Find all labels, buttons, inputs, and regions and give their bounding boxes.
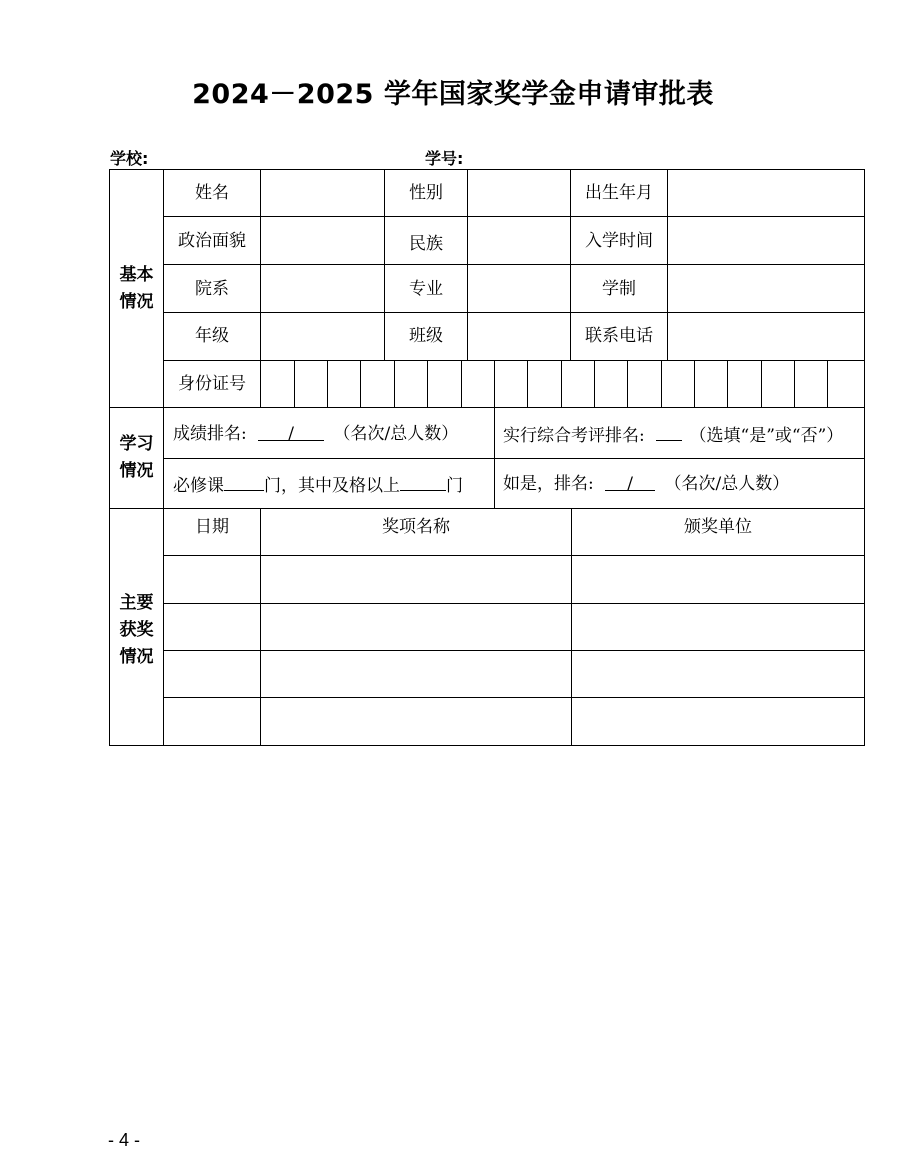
row-line [163,312,865,313]
row-line [163,216,865,217]
section-divider [109,508,865,509]
school-label: 学校: [110,149,149,168]
score-rank-blank[interactable]: / [258,424,324,441]
required-course-row [173,474,463,496]
id-box-line [527,360,528,407]
comprehensive-rank-note: （选填“是”或“否”） [689,426,844,446]
row-line [163,458,865,459]
basic-section-label: 基本 情况 [119,265,154,312]
if-yes-rank-blank[interactable]: / [605,474,655,491]
if-yes-rank-note: （名次/总人数） [664,474,790,494]
if-yes-rank-row [503,474,789,494]
political-label: 政治面貌 [178,231,246,251]
id-box-line [294,360,295,407]
awards-col-line [571,508,572,745]
name-label: 姓名 [195,183,229,203]
id-box-line [561,360,562,407]
table-top-border [109,169,865,170]
id-box-line [394,360,395,407]
grade-label: 年级 [195,326,229,346]
table-right-border [864,169,865,746]
phone-label: 联系电话 [585,326,653,346]
row-line [163,697,865,698]
score-rank-row [173,424,458,444]
id-box-line [260,360,261,407]
id-box-line [494,360,495,407]
row-line [163,360,865,361]
score-rank-note: （名次/总人数） [333,424,459,444]
id-box-line [360,360,361,407]
row-line [163,555,865,556]
enroll-label: 入学时间 [585,231,653,251]
id-box-line [627,360,628,407]
birth-label: 出生年月 [585,183,653,203]
required-course-blank[interactable] [224,474,264,491]
id-box-line [794,360,795,407]
id-box-line [461,360,462,407]
awards-unit-header: 颁奖单位 [684,517,752,537]
awards-name-header: 奖项名称 [382,517,450,537]
col-line [260,169,261,360]
table-bottom-border [109,745,865,746]
class-label: 班级 [409,326,443,346]
col-line [467,169,468,360]
row-line [163,650,865,651]
student-id-label: 学号: [425,149,464,168]
required-course-end: 门 [446,476,463,496]
id-box-line [661,360,662,407]
id-box-line [694,360,695,407]
page-title: 2024－2025 学年国家奖学金申请审批表 [192,79,714,110]
id-box-line [327,360,328,407]
awards-col-line [260,508,261,745]
department-label: 院系 [195,279,229,299]
required-course-label: 必修课 [173,476,224,496]
col-line [667,169,668,360]
page-number: - 4 - [108,1130,141,1150]
study-col-line [494,407,495,508]
id-box-line [727,360,728,407]
passed-course-blank[interactable] [400,474,446,491]
comprehensive-rank-label: 实行综合考评排名: [503,426,645,446]
row-line [163,264,865,265]
id-box-line [594,360,595,407]
id-card-label: 身份证号 [178,374,246,394]
id-box-line [427,360,428,407]
major-label: 专业 [409,279,443,299]
required-course-mid: 门，其中及格以上 [264,476,400,496]
id-box-line [761,360,762,407]
id-box-line [827,360,828,407]
section-label-column-line [163,169,164,746]
awards-date-header: 日期 [195,517,229,537]
gender-label: 性别 [409,183,443,203]
comprehensive-rank-blank[interactable] [656,424,682,441]
row-line [163,603,865,604]
study-section-label: 学习 情况 [119,434,154,481]
ethnic-label: 民族 [409,234,443,254]
length-label: 学制 [602,279,636,299]
section-divider [109,407,865,408]
awards-section-label: 主要 获奖 情况 [119,593,154,667]
if-yes-rank-label: 如是，排名: [503,474,594,494]
comprehensive-rank-row [503,424,843,446]
score-rank-label: 成绩排名: [173,424,247,444]
